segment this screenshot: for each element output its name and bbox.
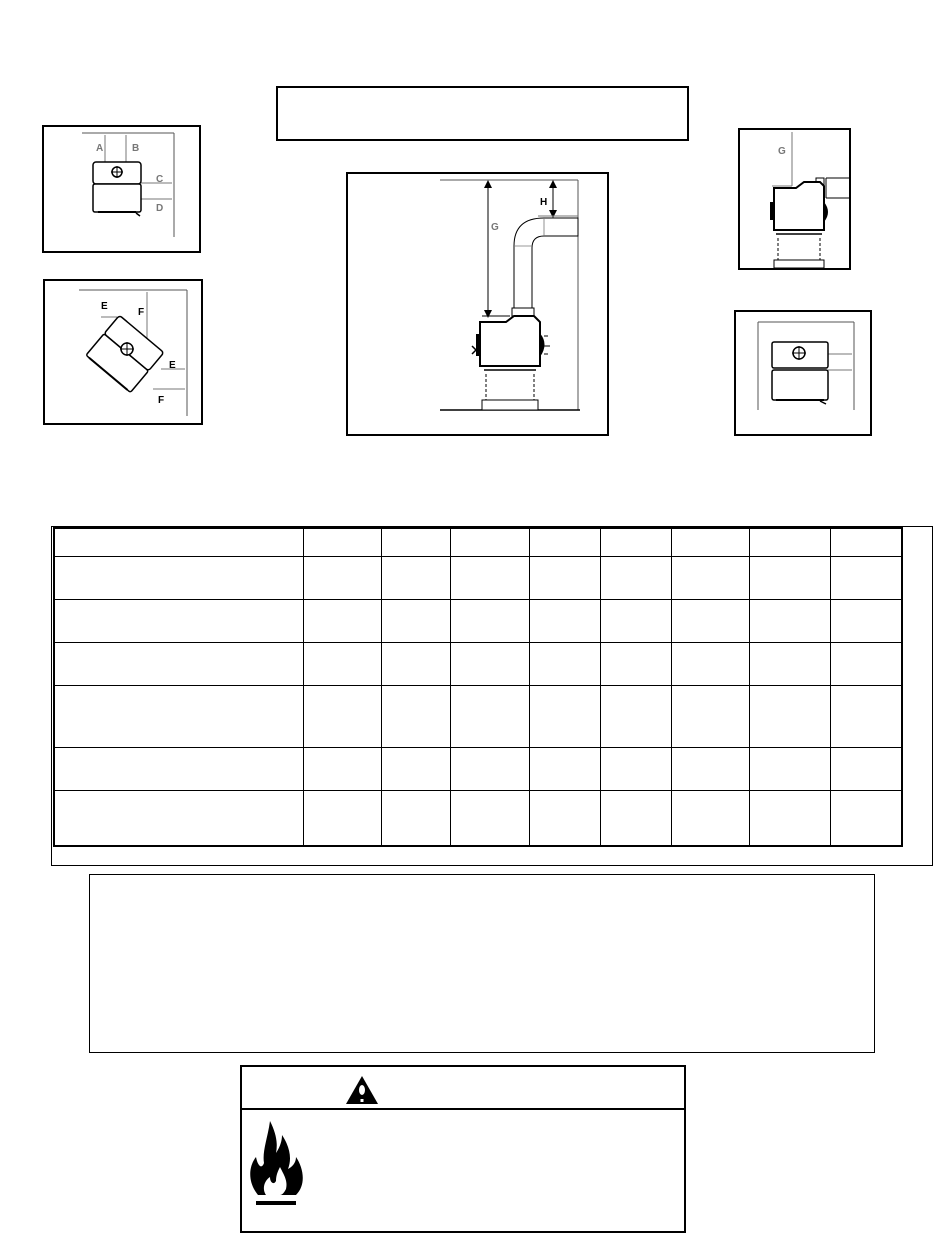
label-a: A (96, 143, 104, 154)
table-row (54, 599, 902, 642)
label-h: H (540, 197, 548, 208)
table-row (54, 685, 902, 747)
label-d: D (156, 203, 164, 214)
warning-header (242, 1067, 684, 1110)
flame-icon (246, 1115, 308, 1207)
label-g: G (491, 222, 499, 233)
label-e-top: E (101, 301, 108, 312)
label-e-side: E (169, 360, 176, 371)
notes-box (89, 874, 875, 1053)
warning-box (240, 1065, 686, 1233)
label-c: C (156, 174, 164, 185)
table-row (54, 790, 902, 846)
label-g-rear: G (778, 146, 786, 157)
side-elevation-diagram (346, 172, 609, 436)
warning-triangle-icon (344, 1074, 380, 1106)
table-row (54, 528, 902, 556)
top-view-corner-diagram (43, 279, 203, 425)
table-row (54, 642, 902, 685)
top-view-parallel-diagram (42, 125, 201, 253)
table-row (54, 556, 902, 599)
label-f-side: F (158, 395, 165, 406)
label-f-top: F (138, 307, 145, 318)
label-b: B (132, 143, 140, 154)
title-box (276, 86, 689, 141)
rear-elevation-diagram (738, 128, 851, 270)
table-row (54, 747, 902, 790)
clearance-table (53, 527, 903, 847)
top-view-alcove-diagram (734, 310, 872, 436)
